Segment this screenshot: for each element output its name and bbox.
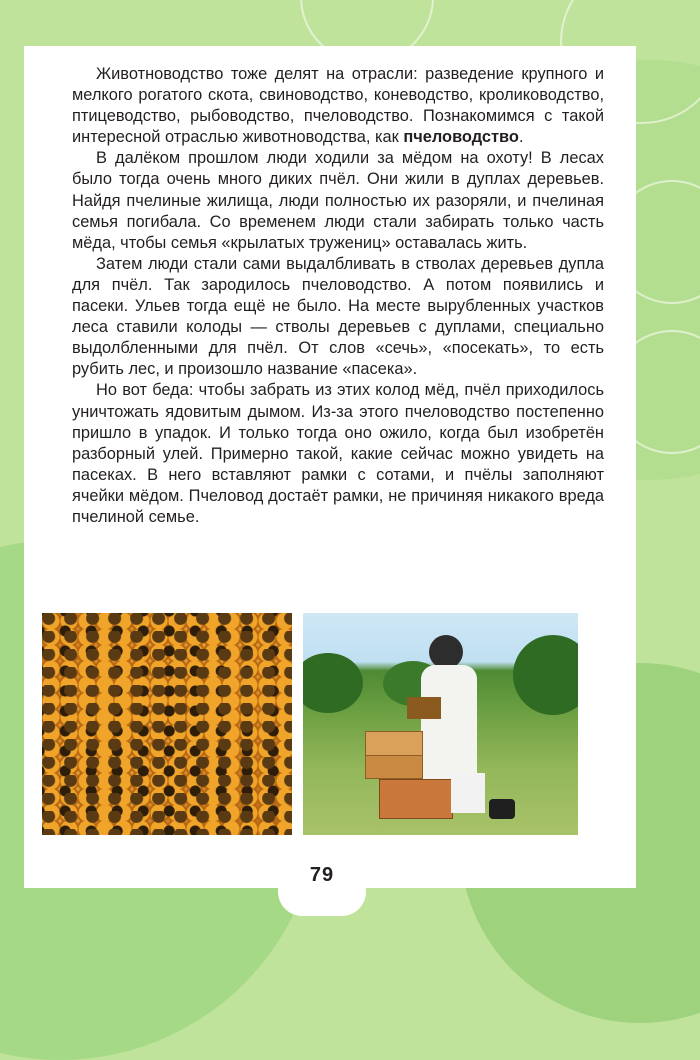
beekeeper-suit (421, 665, 477, 785)
beekeeper-apiary-photo (303, 613, 578, 835)
page-number: 79 (309, 864, 335, 886)
paragraph-1 (72, 64, 604, 148)
beekeeper-veil (429, 635, 463, 669)
paragraph-3: Затем люди стали сами выдалбливать в стволах деревьев дупла для пчёл. Так зародилось пчеловодство. А потом появились и пасеки. Ульев тогда ещё не было. На месте вырубленных участков леса ставили колоды — стволы деревьев с дуплами, специально выдолбленными для пчёл. От слов «сечь», «посекать», то есть рубить лес, и произошло название «пасека». (72, 254, 604, 379)
smoker (489, 799, 515, 819)
beehive (365, 755, 423, 779)
beehive (379, 779, 453, 819)
tree (303, 653, 363, 713)
page-number-badge (278, 856, 366, 916)
white-bucket (451, 773, 485, 813)
paragraph-2: В далёком прошлом люди ходили за мёдом на охоту! В лесах было тогда очень много диких пчёл. Они жили в дуплах деревьев. Найдя пчелиные жилища, люди полностью их разоряли, и пчелиная семья погибала. Со временем люди стали забирать только часть мёда, чтобы семья «крылатых тружениц» оставалась жить. (72, 149, 604, 252)
hive-frame (407, 697, 441, 719)
tree (513, 635, 578, 715)
bold-term: пчеловодство (403, 128, 519, 147)
body-text (72, 64, 604, 528)
bees-on-honeycomb-photo (42, 613, 292, 835)
textbook-page (24, 46, 636, 888)
paragraph-4: Но вот беда: чтобы забрать из этих колод мёд, пчёл приходилось уничтожать ядовитым дымом. Из-за этого пчеловодство постепенно пришло в упадок. И только тогда оно ожило, когда был изобретён разборный улей. Примерно такой, какие сейчас можно увидеть на пасеках. В него вставляют рамки с сотами, и пчёлы заполняют ячейки мёдом. Пчеловод достаёт рамки, не причиняя никакого вреда пчелиной семье. (72, 381, 604, 526)
paragraph-1-text: Животноводство тоже делят на отрасли: разведение крупного и мелкого рогатого скота, свиноводство, коневодство, кролиководство, птицеводство, рыбоводство, пчеловодство. Познакомимся с такой интересной отраслью животноводства, как (72, 65, 604, 147)
paragraph-1-end: . (518, 128, 524, 147)
